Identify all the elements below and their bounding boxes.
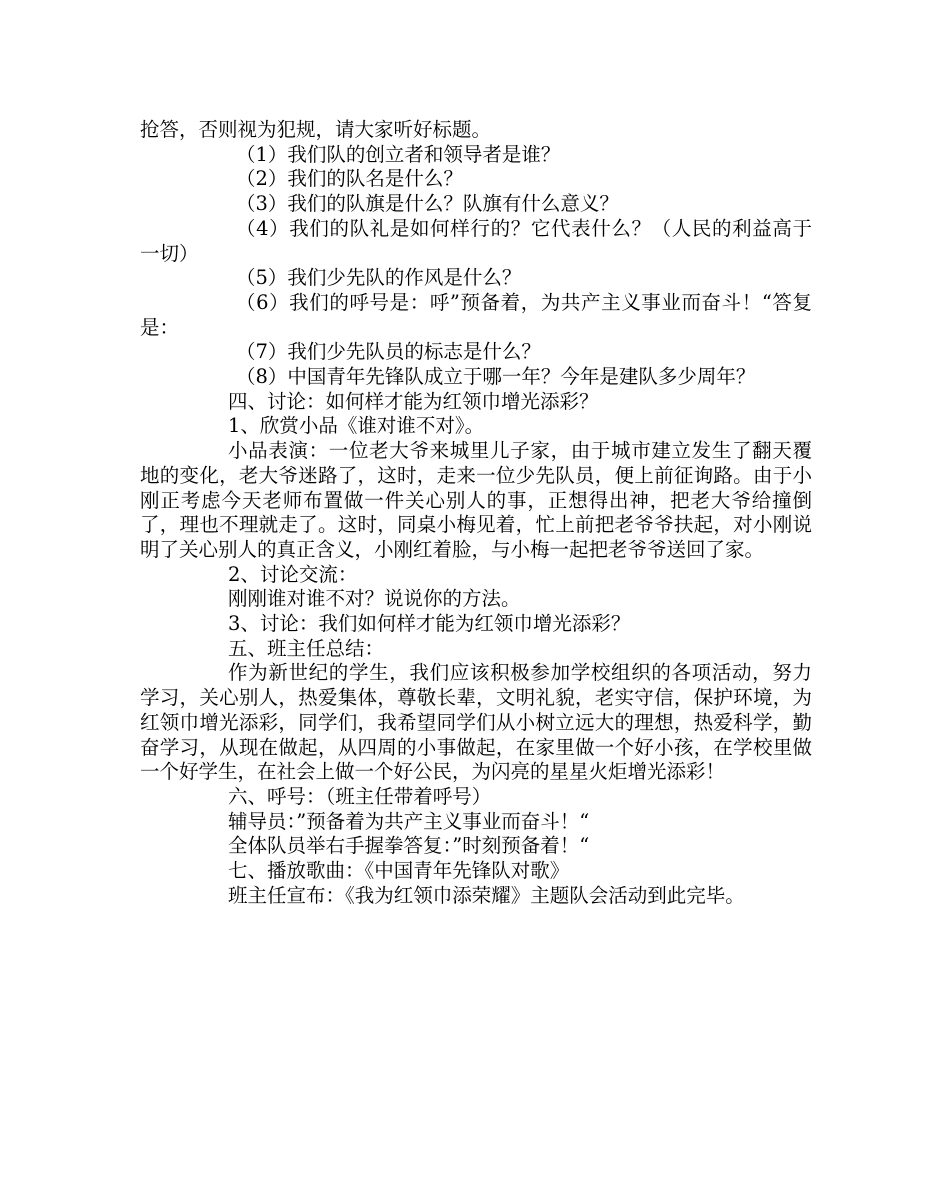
sub-item-exchange: 2、讨论交流： — [228, 562, 358, 586]
paragraph: 抢答，否则视为犯规，请大家听好标题。 — [140, 118, 492, 141]
section-heading-summary: 五、班主任总结： — [228, 636, 385, 660]
sub-item-sketch: 1、欣赏小品《谁对谁不对》。 — [228, 414, 485, 438]
document-body — [140, 118, 812, 909]
paragraph-summary: 作为新世纪的学生，我们应该积极参加学校组织的各项活动，努力学习，关心别人，热爱集体，尊敬长辈，文明礼貌，老实守信，保护环境，为红领巾增光添彩，同学们，我希望同学们从小树立远大的理想，热爱科学，勤奋学习，从现在做起，从四周的小事做起，在家里做一个好小孩，在学校里做一个好学生，在社会上做一个好公民，为闪亮的星星火炬增光添彩！ — [140, 661, 812, 784]
section-heading-song: 七、播放歌曲：《中国青年先锋队对歌》 — [228, 859, 570, 883]
quiz-question-3: （3）我们的队旗是什么？队旗有什么意义？ — [236, 192, 619, 216]
paragraph: 刚刚谁对谁不对？说说你的方法。 — [228, 587, 521, 611]
quiz-question-4: （4）我们的队礼是如何样行的？它代表什么？（人民的利益高于一切） — [140, 216, 812, 265]
quiz-question-1: （1）我们队的创立者和领导者是谁？ — [236, 142, 561, 166]
quiz-question-6: （6）我们的呼号是：呼”预备着，为共产主义事业而奋斗！“答复是： — [140, 290, 812, 339]
paragraph-sketch-performance: 小品表演：一位老大爷来城里儿子家，由于城市建立发生了翻天覆地的变化，老大爷迷路了，这时，走来一位少先队员，便上前征询路。由于小刚正考虑今天老师布置做一件关心别人的事，正想得出神，把老大爷给撞倒了，理也不理就走了。这时，同桌小梅见着，忙上前把老爷爷扶起，对小刚说明了关心别人的真正含义，小刚红着脸，与小梅一起把老爷爷送回了家。 — [140, 439, 812, 561]
section-heading-slogan: 六、呼号：（班主任带着呼号） — [228, 784, 492, 808]
quiz-question-8: （8）中国青年先锋队成立于哪一年？今年是建队多少周年？ — [236, 365, 756, 389]
section-heading-discussion: 四、讨论：如何样才能为红领巾增光添彩？ — [228, 389, 599, 413]
quiz-question-2: （2）我们的队名是什么？ — [236, 167, 463, 191]
paragraph: 辅导员：”预备着为共产主义事业而奋斗！“ — [228, 809, 590, 833]
paragraph-closing: 班主任宣布：《我为红领巾添荣耀》主题队会活动到此完毕。 — [228, 883, 745, 907]
paragraph: 全体队员举右手握拳答复：”时刻预备着！“ — [228, 834, 590, 858]
quiz-question-7: （7）我们少先队员的标志是什么？ — [236, 340, 541, 364]
sub-item-discussion: 3、讨论：我们如何样才能为红领巾增光添彩？ — [228, 612, 631, 636]
quiz-question-5: （5）我们少先队的作风是什么？ — [236, 266, 522, 290]
